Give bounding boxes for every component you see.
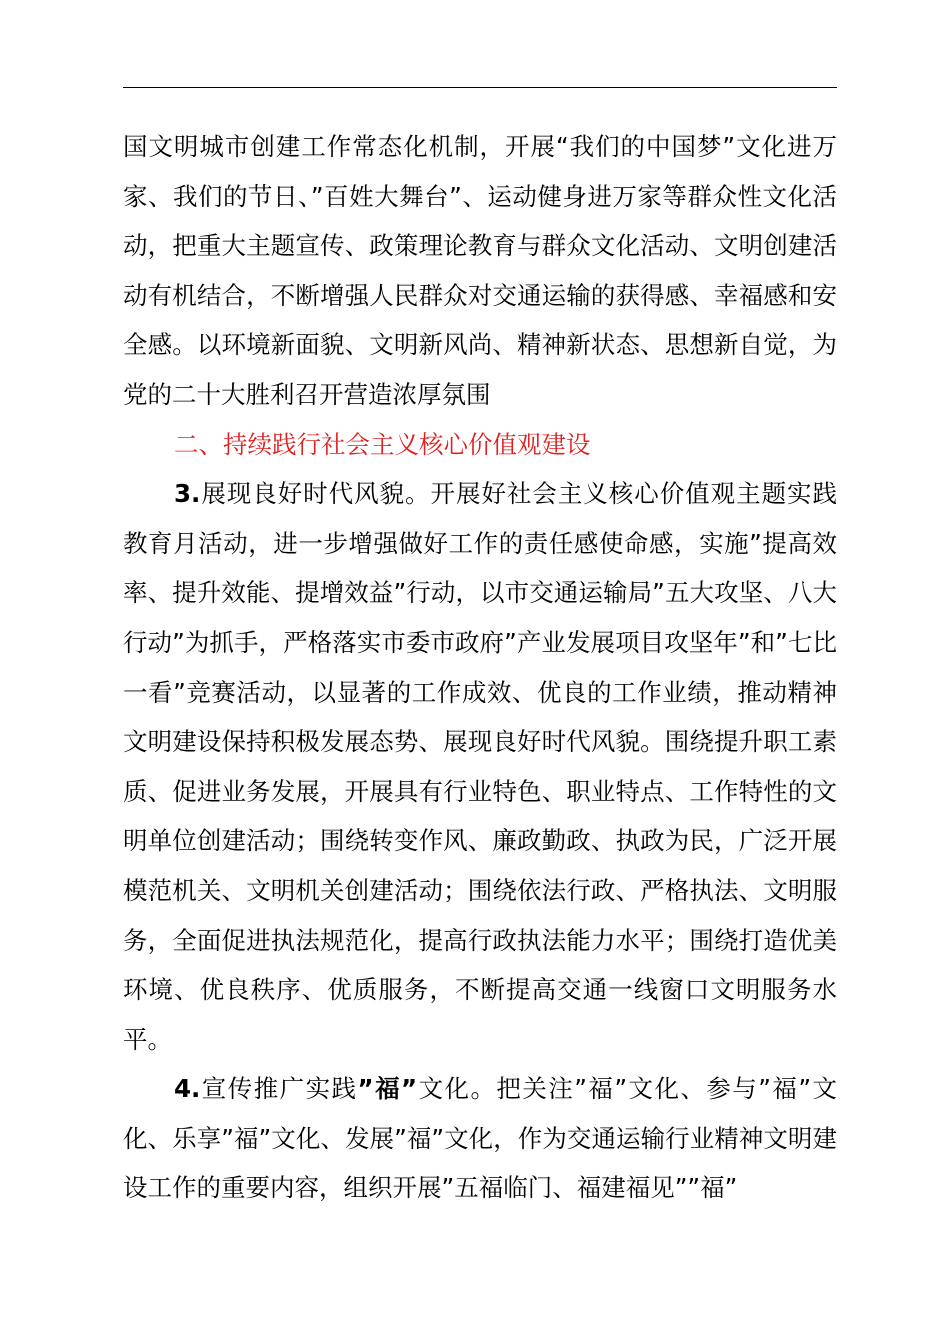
paragraph-continuation: 国文明城市创建工作常态化机制，开展“我们的中国梦”文化进万家、我们的节日、”百姓大舞台”、运动健身进万家等群众性文化活动，把重大主题宣传、政策理论教育与群众文化活动、文明创建活动有机结合，不断增强人民群众对交通运输的获得感、幸福感和安全感。以环境新面貌、文明新风尚、精神新状态、思想新自觉，为党的二十大胜利召开营造浓厚氛围 xyxy=(123,132,837,409)
document-body xyxy=(123,122,837,1213)
item-4-paragraph xyxy=(123,1064,837,1213)
item-3-paragraph xyxy=(123,469,837,1064)
item-4-text: 文化。把关注”福”文化、参与”福”文化、乐享”福”文化、发展”福”文化，作为交通运输行业精神文明建设工作的重要内容，组织开展”五福临门、福建福见””福” xyxy=(123,1074,837,1203)
section-heading: 二、持续践行社会主义核心价值观建设 xyxy=(174,429,591,459)
item-4-lead: 宣传推广实践 xyxy=(200,1074,358,1104)
header-rule xyxy=(123,87,837,88)
item-4-number: 4. xyxy=(174,1074,201,1104)
item-4-bold-quote: ”福” xyxy=(357,1074,418,1104)
item-3-number: 3. xyxy=(174,479,201,509)
item-3-text: 展现良好时代风貌。开展好社会主义核心价值观主题实践教育月活动，进一步增强做好工作的责任感使命感，实施”提高效率、提升效能、提增效益”行动，以市交通运输局”五大攻坚、八大行动”为抓手，严格落实市委市政府”产业发展项目攻坚年”和”七比一看”竞赛活动，以显著的工作成效、优良的工作业绩，推动精神文明建设保持积极发展态势、展现良好时代风貌。围绕提升职工素质、促进业务发展，开展具有行业特色、职业特点、工作特性的文明单位创建活动；围绕转变作风、廉政勤政、执政为民，广泛开展模范机关、文明机关创建活动；围绕依法行政、严格执法、文明服务，全面促进执法规范化，提高行政执法能力水平；围绕打造优美环境、优良秩序、优质服务，不断提高交通一线窗口文明服务水平。 xyxy=(123,479,837,1054)
